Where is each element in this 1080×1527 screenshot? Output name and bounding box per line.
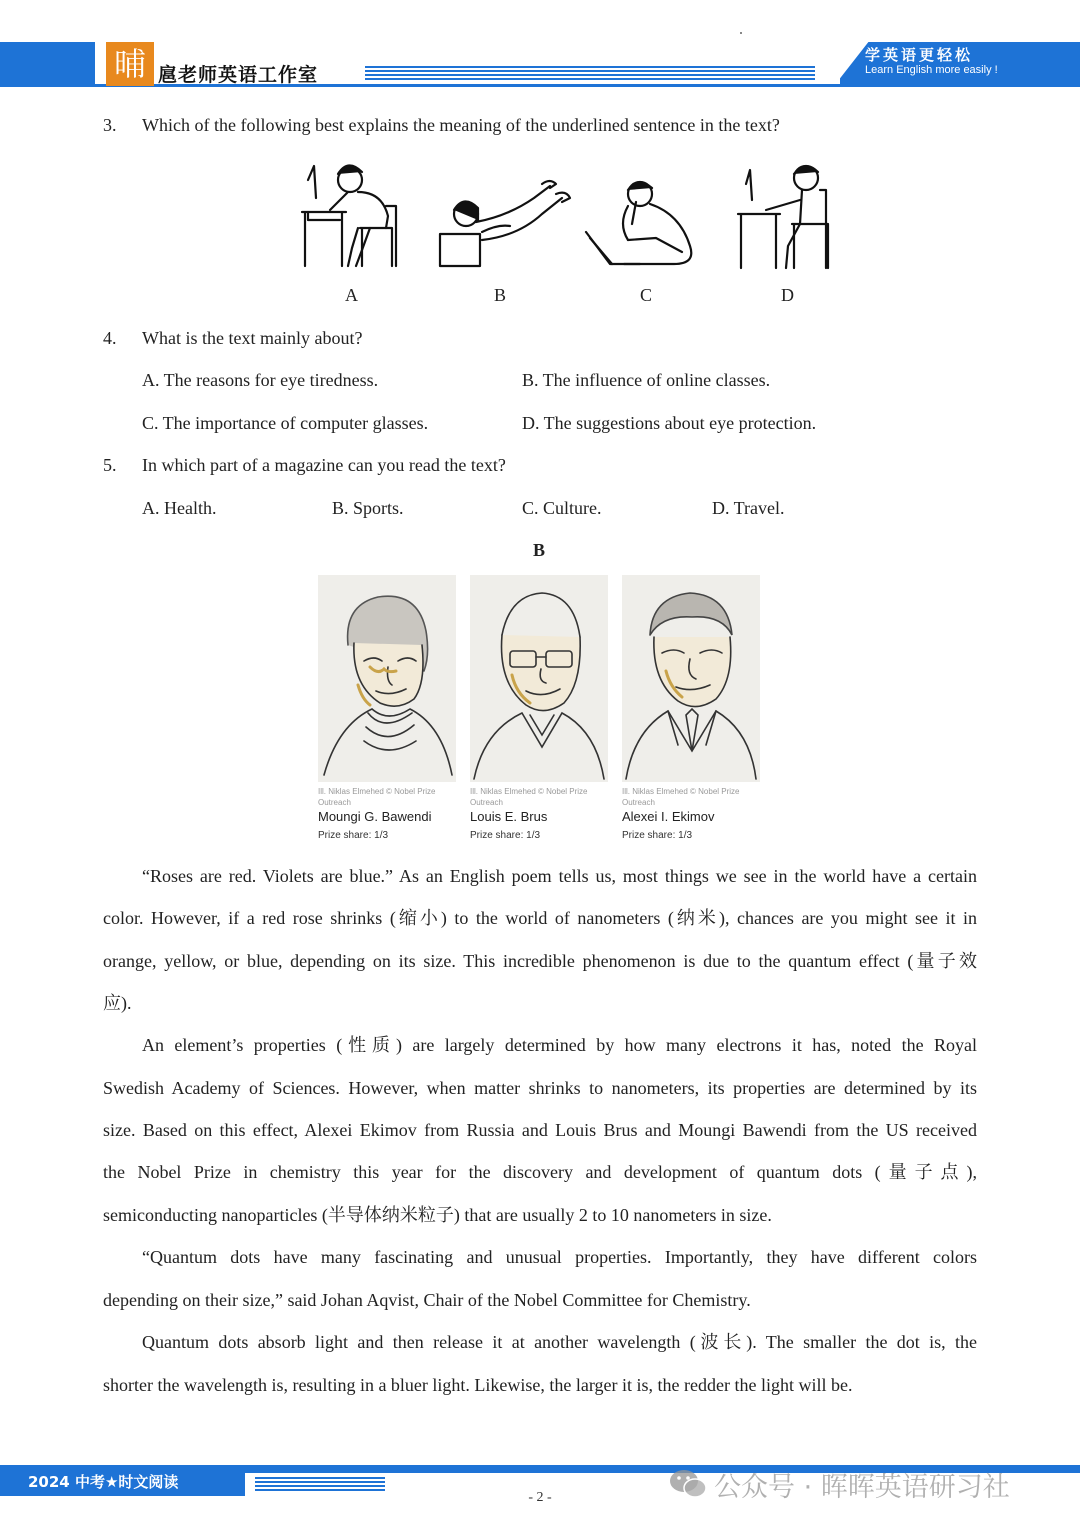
- portrait-1-credit: Ill. Niklas Elmehed © Nobel Prize: [318, 787, 436, 796]
- logo-icon: 晡: [106, 42, 154, 86]
- watermark: 公众号 · 晖晖英语研习社: [714, 1472, 1010, 1503]
- portrait-1-share: Prize share: 1/3: [318, 830, 389, 841]
- q4-option-b: B. The influence of online classes.: [522, 370, 771, 390]
- q3-image-c: [584, 172, 712, 270]
- portrait-3-credit: Ill. Niklas Elmehed © Nobel Prize: [622, 787, 740, 796]
- q4-text: What is the text mainly about?: [142, 328, 363, 348]
- portrait-2-share: Prize share: 1/3: [470, 830, 541, 841]
- article-line: Swedish Academy of Sciences. However, when matter shrinks to nanometers, its properties are determined by its: [103, 1078, 977, 1098]
- portrait-1-name: Moungi G. Bawendi: [318, 809, 432, 824]
- portrait-3-name: Alexei I. Ekimov: [622, 809, 715, 824]
- q4-number: 4.: [103, 328, 117, 348]
- q4-option-a: A. The reasons for eye tiredness.: [142, 370, 379, 390]
- header-lines: [365, 66, 815, 80]
- footer-label: 2024 中考★时文阅读: [28, 1473, 179, 1491]
- studio-name: 扈老师英语工作室: [158, 64, 319, 86]
- q3-image-d: [736, 160, 832, 272]
- portrait-3-credit2: Outreach: [622, 798, 655, 807]
- q3-image-a: [300, 158, 400, 270]
- portrait-2-credit: Ill. Niklas Elmehed © Nobel Prize: [470, 787, 588, 796]
- page-header: [0, 0, 1080, 95]
- q5-number: 5.: [103, 455, 117, 475]
- q3-number: 3.: [103, 115, 117, 135]
- section-b-heading: B: [533, 540, 546, 560]
- q5-text: In which part of a magazine can you read the text?: [142, 455, 506, 475]
- q4-option-d: D. The suggestions about eye protection.: [522, 413, 817, 433]
- portrait-brus: [470, 575, 608, 782]
- q4-option-c: C. The importance of computer glasses.: [142, 413, 429, 433]
- q5-option-d: D. Travel.: [712, 498, 785, 518]
- article-line: Quantum dots absorb light and then release it at another wavelength (波长). The smaller the dot is, the: [142, 1332, 977, 1352]
- q3-label-c: C: [640, 285, 653, 305]
- slogan-en: Learn English more easily !: [865, 64, 998, 76]
- page-number: - 2 -: [528, 1490, 552, 1505]
- article-line: shorter the wavelength is, resulting in a bluer light. Likewise, the larger it is, the redder the light will be.: [103, 1375, 853, 1395]
- footer-lines: [255, 1477, 385, 1491]
- article-line: the Nobel Prize in chemistry this year for the discovery and development of quantum dots (量子点),: [103, 1162, 977, 1182]
- q3-label-b: B: [494, 285, 507, 305]
- q5-option-a: A. Health.: [142, 498, 217, 518]
- q5-option-c: C. Culture.: [522, 498, 602, 518]
- article-line: “Roses are red. Violets are blue.” As an English poem tells us, most things we see in the world have a certain: [142, 866, 977, 886]
- portrait-3-share: Prize share: 1/3: [622, 830, 693, 841]
- q5-option-b: B. Sports.: [332, 498, 404, 518]
- article-line: semiconducting nanoparticles (半导体纳米粒子) that are usually 2 to 10 nanometers in size.: [103, 1205, 772, 1225]
- slogan-cn: 学英语更轻松: [865, 46, 974, 64]
- article-line: size. Based on this effect, Alexei Ekimov from Russia and Louis Brus and Moungi Bawendi from the US received: [103, 1120, 977, 1140]
- q3-label-d: D: [781, 285, 794, 305]
- article-line: 应).: [103, 993, 132, 1013]
- article-line: orange, yellow, or blue, depending on its size. This incredible phenomenon is due to the quantum effect (量子效: [103, 951, 977, 971]
- article-line: color. However, if a red rose shrinks (缩小) to the world of nanometers (纳米), chances are you might see it in: [103, 908, 977, 928]
- q3-text: Which of the following best explains the meaning of the underlined sentence in the text?: [142, 115, 780, 135]
- portrait-bawendi: [318, 575, 456, 782]
- article-line: depending on their size,” said Johan Aqvist, Chair of the Nobel Committee for Chemistry.: [103, 1290, 751, 1310]
- portrait-ekimov: [622, 575, 760, 782]
- article-line: “Quantum dots have many fascinating and unusual properties. Importantly, they have different colors: [142, 1247, 977, 1267]
- q3-label-a: A: [345, 285, 358, 305]
- portrait-2-name: Louis E. Brus: [470, 809, 548, 824]
- q3-image-b: [438, 176, 572, 270]
- article-line: An element’s properties (性质) are largely determined by how many electrons it has, noted the Royal: [142, 1035, 977, 1055]
- dot-mark: [740, 32, 742, 34]
- portrait-2-credit2: Outreach: [470, 798, 503, 807]
- portrait-1-credit2: Outreach: [318, 798, 351, 807]
